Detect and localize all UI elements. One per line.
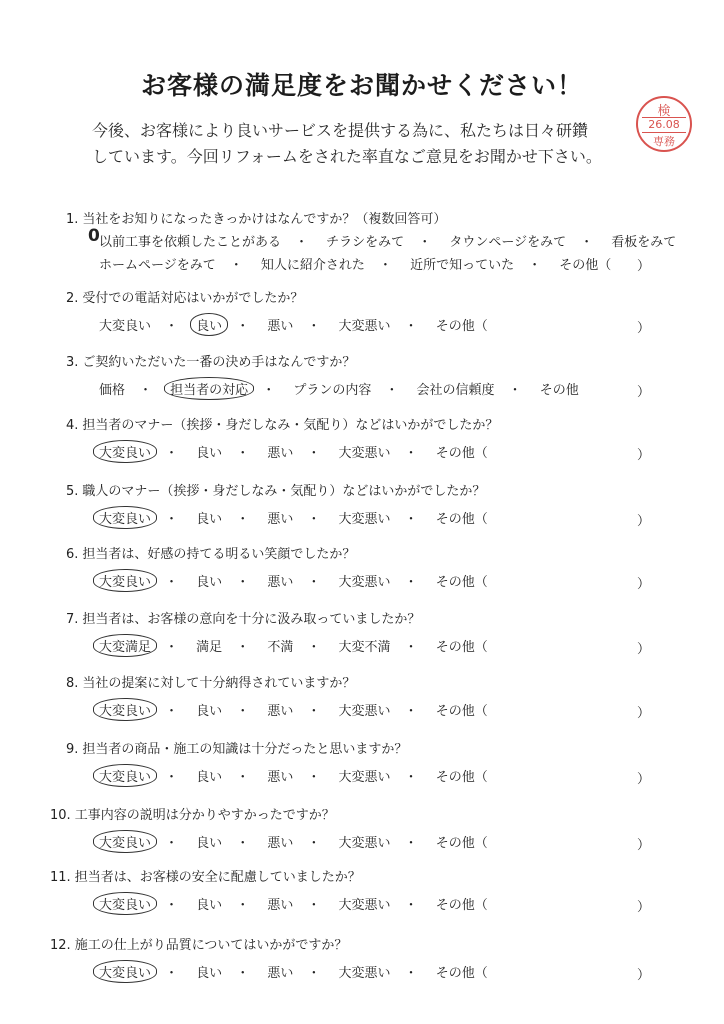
option-other[interactable]: その他（ xyxy=(435,575,488,590)
option-good[interactable]: 良い xyxy=(196,575,223,590)
option-very-satisfied[interactable]: 大変満足 xyxy=(93,634,157,657)
close-paren: ） xyxy=(637,900,651,915)
close-paren: ） xyxy=(637,772,651,787)
options: 大変良い ・ 良い ・ 悪い ・ 大変悪い ・ その他（ xyxy=(96,893,491,914)
options: 大変良い ・ 良い ・ 悪い ・ 大変悪い ・ その他（ xyxy=(96,570,491,591)
close-paren: ） xyxy=(637,968,651,983)
option-bad[interactable]: 悪い xyxy=(267,446,294,461)
option-other[interactable]: その他（ xyxy=(435,704,488,719)
options: 大変満足 ・ 満足 ・ 不満 ・ 大変不満 ・ その他（ xyxy=(96,635,491,656)
question-number: 12. xyxy=(50,938,71,953)
option-bad[interactable]: 悪い xyxy=(267,704,294,719)
option-very-bad[interactable]: 大変悪い xyxy=(338,898,391,913)
option-very-bad[interactable]: 大変悪い xyxy=(338,966,391,981)
handwritten-mark: 0 xyxy=(88,226,100,246)
option-very-dissatisfied[interactable]: 大変不満 xyxy=(338,640,391,655)
option-neighborhood[interactable]: 近所で知っていた xyxy=(410,258,515,273)
option-very-bad[interactable]: 大変悪い xyxy=(338,512,391,527)
question-number: 1. xyxy=(66,212,79,227)
option-good[interactable]: 良い xyxy=(196,770,223,785)
option-previous-work[interactable]: 以前工事を依頼したことがある xyxy=(99,235,282,250)
close-paren: ） xyxy=(637,514,651,529)
question-text: 担当者は、好感の持てる明るい笑顔でしたか？ xyxy=(82,547,356,562)
question-text: ご契約いただいた一番の決め手はなんですか？ xyxy=(82,355,356,370)
close-paren: ） xyxy=(637,642,651,657)
option-town-page[interactable]: タウンページをみて xyxy=(449,235,567,250)
option-other[interactable]: その他（ xyxy=(435,319,488,334)
option-plan-content[interactable]: プランの内容 xyxy=(293,383,372,398)
option-very-bad[interactable]: 大変悪い xyxy=(338,319,391,334)
option-homepage[interactable]: ホームページをみて xyxy=(99,258,216,273)
option-good[interactable]: 良い xyxy=(196,512,223,527)
option-very-bad[interactable]: 大変悪い xyxy=(338,836,391,851)
option-good[interactable]: 良い xyxy=(196,966,223,981)
inspection-stamp xyxy=(636,96,692,152)
question-text: 工事内容の説明は分かりやすかったですか？ xyxy=(74,808,335,823)
question-text: 担当者のマナー（挨拶・身だしなみ・気配り）などはいかがでしたか？ xyxy=(82,418,499,433)
question-text: 担当者は、お客様の意向を十分に汲み取っていましたか？ xyxy=(82,612,421,627)
question-text: 当社の提案に対して十分納得されていますか？ xyxy=(82,676,356,691)
option-very-good[interactable]: 大変良い xyxy=(93,892,157,915)
options: 大変良い ・ 良い ・ 悪い ・ 大変悪い ・ その他（ xyxy=(96,831,491,852)
option-other[interactable]: その他（ xyxy=(435,446,488,461)
option-very-good[interactable]: 大変良い xyxy=(93,960,157,983)
option-bad[interactable]: 悪い xyxy=(267,966,294,981)
option-very-bad[interactable]: 大変悪い xyxy=(338,446,391,461)
question-text: 担当者の商品・施工の知識は十分だったと思いますか？ xyxy=(82,742,408,757)
stamp-date: 26.08 xyxy=(642,117,686,133)
option-good[interactable]: 良い xyxy=(190,313,228,336)
options: 大変良い ・ 良い ・ 悪い ・ 大変悪い ・ その他（ xyxy=(96,961,491,982)
question-number: 9. xyxy=(66,742,79,757)
option-bad[interactable]: 悪い xyxy=(267,836,294,851)
option-very-good[interactable]: 大変良い xyxy=(93,440,157,463)
option-company-trust[interactable]: 会社の信頼度 xyxy=(416,383,495,398)
question-text: 受付での電話対応はいかがでしたか？ xyxy=(82,291,304,306)
options: 価格 ・ 担当者の対応 ・ プランの内容 ・ 会社の信頼度 ・ その他 xyxy=(96,378,582,399)
question-number: 5. xyxy=(66,484,79,499)
question-number: 8. xyxy=(66,676,79,691)
option-very-bad[interactable]: 大変悪い xyxy=(338,704,391,719)
option-flyer[interactable]: チラシをみて xyxy=(326,235,405,250)
option-very-good[interactable]: 大変良い xyxy=(99,319,152,334)
option-very-good[interactable]: 大変良い xyxy=(93,830,157,853)
option-price[interactable]: 価格 xyxy=(99,383,126,398)
question-number: 10. xyxy=(50,808,71,823)
option-other[interactable]: その他（ xyxy=(559,258,612,273)
intro-text xyxy=(92,118,652,170)
intro-line-1: 今後、お客様により良いサービスを提供する為に、私たちは日々研鑽 xyxy=(92,121,589,140)
close-paren: ） xyxy=(637,706,651,721)
question-number: 3. xyxy=(66,355,79,370)
option-very-good[interactable]: 大変良い xyxy=(93,698,157,721)
option-bad[interactable]: 悪い xyxy=(267,770,294,785)
options-line-1: 以前工事を依頼したことがある ・ チラシをみて ・ タウンページをみて ・ 看板をみて xyxy=(96,230,679,251)
question-number: 6. xyxy=(66,547,79,562)
option-good[interactable]: 良い xyxy=(196,836,223,851)
option-very-bad[interactable]: 大変悪い xyxy=(338,575,391,590)
option-referral[interactable]: 知人に紹介された xyxy=(260,258,365,273)
intro-line-2: しています。今回リフォームをされた率直なご意見をお聞かせ下さい。 xyxy=(92,147,602,166)
close-paren: ） xyxy=(637,577,651,592)
option-very-good[interactable]: 大変良い xyxy=(93,569,157,592)
question-text: 当社をお知りになったきっかけはなんですか？（複数回答可） xyxy=(82,212,447,227)
options: 大変良い ・ 良い ・ 悪い ・ 大変悪い ・ その他（ xyxy=(96,314,491,335)
question-text: 担当者は、お客様の安全に配慮していましたか？ xyxy=(74,870,361,885)
option-bad[interactable]: 悪い xyxy=(267,319,294,334)
close-paren: ） xyxy=(637,321,651,336)
options: 大変良い ・ 良い ・ 悪い ・ 大変悪い ・ その他（ xyxy=(96,765,491,786)
option-other[interactable]: その他 xyxy=(539,383,579,398)
survey-title: お客様の満足度をお聞かせください！ xyxy=(140,71,583,100)
question-number: 4. xyxy=(66,418,79,433)
option-good[interactable]: 良い xyxy=(196,446,223,461)
close-paren: ） xyxy=(637,259,651,274)
option-good[interactable]: 良い xyxy=(196,898,223,913)
question-number: 11. xyxy=(50,870,71,885)
close-paren: ） xyxy=(637,385,651,400)
option-very-good[interactable]: 大変良い xyxy=(93,764,157,787)
option-bad[interactable]: 悪い xyxy=(267,575,294,590)
options: 大変良い ・ 良い ・ 悪い ・ 大変悪い ・ その他（ xyxy=(96,441,491,462)
options-line-2: ホームページをみて ・ 知人に紹介された ・ 近所で知っていた ・ その他（ xyxy=(96,253,614,274)
option-very-good[interactable]: 大変良い xyxy=(93,506,157,529)
question-text: 施工の仕上がり品質についてはいかがですか？ xyxy=(74,938,348,953)
stamp-bottom: 専務 xyxy=(653,135,675,148)
option-satisfied[interactable]: 満足 xyxy=(196,640,223,655)
question-number: 2. xyxy=(66,291,79,306)
option-very-bad[interactable]: 大変悪い xyxy=(338,770,391,785)
option-other[interactable]: その他（ xyxy=(435,640,488,655)
option-bad[interactable]: 悪い xyxy=(267,512,294,527)
close-paren: ） xyxy=(637,838,651,853)
option-staff-response[interactable]: 担当者の対応 xyxy=(164,377,254,400)
question-number: 7. xyxy=(66,612,79,627)
option-other[interactable]: その他（ xyxy=(435,898,488,913)
option-other[interactable]: その他（ xyxy=(435,836,488,851)
option-dissatisfied[interactable]: 不満 xyxy=(267,640,294,655)
stamp-top: 検 xyxy=(657,104,671,119)
options: 大変良い ・ 良い ・ 悪い ・ 大変悪い ・ その他（ xyxy=(96,507,491,528)
question-text: 職人のマナー（挨拶・身だしなみ・気配り）などはいかがでしたか？ xyxy=(82,484,486,499)
options: 大変良い ・ 良い ・ 悪い ・ 大変悪い ・ その他（ xyxy=(96,699,491,720)
option-signboard[interactable]: 看板をみて xyxy=(611,235,677,250)
close-paren: ） xyxy=(637,448,651,463)
option-bad[interactable]: 悪い xyxy=(267,898,294,913)
option-other[interactable]: その他（ xyxy=(435,966,488,981)
option-other[interactable]: その他（ xyxy=(435,770,488,785)
option-good[interactable]: 良い xyxy=(196,704,223,719)
option-other[interactable]: その他（ xyxy=(435,512,488,527)
